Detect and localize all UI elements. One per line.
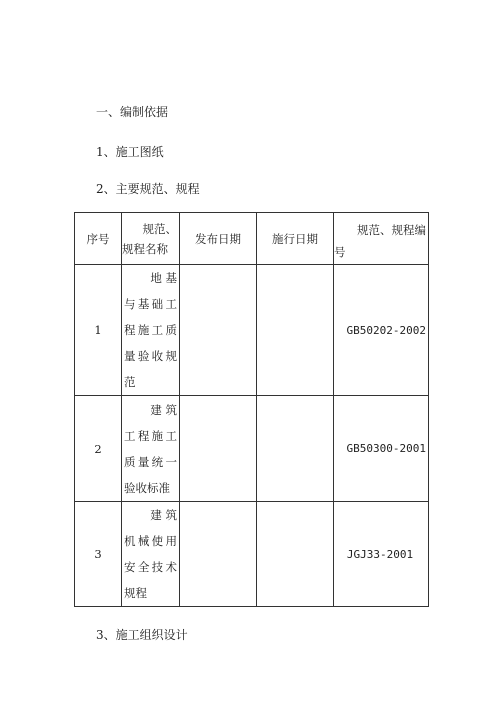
header-code-line2: 号 bbox=[334, 245, 346, 259]
row-publish-date bbox=[180, 265, 257, 396]
row-effective-date bbox=[257, 502, 334, 607]
header-publish-date: 发布日期 bbox=[180, 213, 257, 265]
header-name-line2: 规程名称 bbox=[122, 241, 168, 256]
row-name-line: 范 bbox=[124, 375, 136, 389]
item-main-specifications: 2、主要规范、规程 bbox=[96, 182, 200, 196]
header-code bbox=[334, 213, 429, 265]
item-construction-organization-design: 3、施工组织设计 bbox=[96, 628, 188, 642]
header-name-line1: 规范、 bbox=[142, 221, 177, 236]
row-name-line: 规程 bbox=[124, 586, 147, 600]
row-name-line: 建 筑 bbox=[150, 508, 177, 522]
row-seq: 3 bbox=[75, 502, 122, 607]
row-name-line: 与基础工 bbox=[124, 297, 177, 311]
table-row bbox=[75, 502, 429, 607]
row-name-line: 建 筑 bbox=[150, 402, 177, 417]
row-name-line: 验收标准 bbox=[124, 480, 170, 495]
row-code: GB50300-2001 bbox=[334, 396, 429, 502]
table-row bbox=[75, 265, 429, 396]
row-seq: 2 bbox=[75, 396, 122, 502]
header-code-line1: 规范、规程编 bbox=[357, 223, 426, 237]
row-code: GB50202-2002 bbox=[334, 265, 429, 396]
row-publish-date bbox=[180, 396, 257, 502]
header-effective-date: 施行日期 bbox=[257, 213, 334, 265]
row-publish-date bbox=[180, 502, 257, 607]
row-name-line: 机械使用 bbox=[124, 534, 177, 548]
row-name-line: 质量统一 bbox=[124, 454, 177, 469]
header-name bbox=[122, 213, 180, 265]
row-effective-date bbox=[257, 396, 334, 502]
row-name bbox=[122, 502, 180, 607]
row-name-line: 程施工质 bbox=[124, 323, 177, 337]
row-name bbox=[122, 396, 180, 502]
header-seq: 序号 bbox=[75, 213, 122, 265]
row-seq: 1 bbox=[75, 265, 122, 396]
row-name bbox=[122, 265, 180, 396]
section-heading-basis: 一、编制依据 bbox=[96, 105, 169, 119]
row-effective-date bbox=[257, 265, 334, 396]
row-name-line: 地 基 bbox=[150, 271, 177, 285]
table-row bbox=[75, 396, 429, 502]
row-code: JGJ33-2001 bbox=[334, 502, 429, 607]
row-name-line: 量验收规 bbox=[124, 349, 177, 363]
table-header-row bbox=[75, 213, 429, 265]
specifications-table bbox=[74, 212, 429, 607]
row-name-line: 安全技术 bbox=[124, 560, 177, 574]
item-construction-drawings: 1、施工图纸 bbox=[96, 145, 164, 159]
row-name-line: 工程施工 bbox=[124, 428, 177, 443]
